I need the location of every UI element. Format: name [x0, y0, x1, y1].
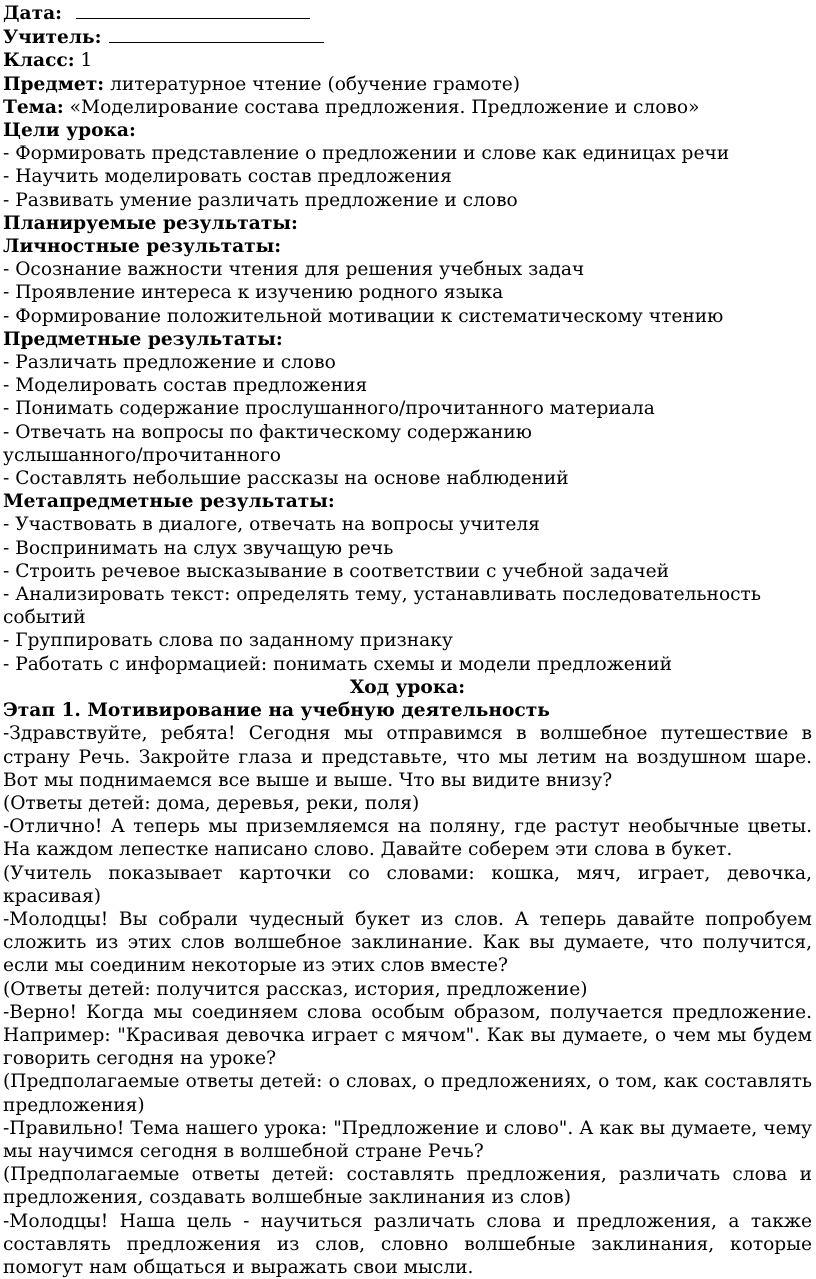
subject-line	[3, 73, 812, 96]
meta-result-item: - Строить речевое высказывание в соответствии с учебной задачей	[3, 560, 670, 582]
meta-results-heading: Метапредметные результаты:	[3, 491, 335, 513]
goal-item: - Развивать умение различать предложение и слово	[3, 189, 518, 211]
teacher-blank	[109, 25, 324, 43]
personal-result-item: - Проявление интереса к изучению родного языка	[3, 282, 504, 304]
meta-result-item: - Группировать слова по заданному признаку	[3, 630, 453, 652]
personal-result-item: - Осознание важности чтения для решения учебных задач	[3, 259, 585, 281]
subject-value: литературное чтение (обучение грамоте)	[110, 73, 520, 95]
class-label: Класс:	[3, 50, 75, 72]
goals-heading: Цели урока:	[3, 120, 136, 142]
topic-value: «Моделирование состава предложения. Предложение и слово»	[69, 96, 700, 118]
lesson-paragraph: -Здравствуйте, ребята! Сегодня мы отправимся в волшебное путешествие в страну Речь. Закройте глаза и представьте, что мы летим на воздушном шаре. Вот мы поднимаемся все выше и выше. Что вы видите внизу?	[3, 723, 812, 791]
lesson-paragraph: (Предполагаемые ответы детей: составлять предложения, различать слова и предложения, создавать волшебные заклинания из слов)	[3, 1164, 812, 1209]
topic-line	[3, 96, 812, 119]
meta-result-item: - Воспринимать на слух звучащую речь	[3, 537, 394, 559]
meta-result-item: - Анализировать текст: определять тему, устанавливать последовательность	[3, 584, 761, 606]
teacher-line	[3, 25, 812, 49]
subject-result-item: - Составлять небольшие рассказы на основе наблюдений	[3, 468, 569, 490]
lesson-paragraph: -Верно! Когда мы соединяем слова особым образом, получается предложение. Например: "Красивая девочка играет с мячом". Как вы думаете, о чем мы будем говорить сегодня на уроке?	[3, 1001, 812, 1070]
subject-result-item: - Понимать содержание прослушанного/прочитанного материала	[3, 398, 655, 420]
meta-result-item: - Участвовать в диалоге, отвечать на вопросы учителя	[3, 514, 540, 536]
date-line	[3, 1, 812, 25]
lesson-paragraph: -Правильно! Тема нашего урока: "Предложение и слово". А как вы думаете, чему мы научимся сегодня в волшебной стране Речь?	[3, 1117, 812, 1162]
lesson-paragraph: -Молодцы! Вы собрали чудесный букет из слов. А теперь давайте попробуем сложить из этих слов волшебное заклинание. Как вы думаете, что получится, если мы соединим некоторые из этих слов вместе?	[3, 908, 812, 977]
subject-result-item: - Отвечать на вопросы по фактическому содержанию	[3, 421, 532, 443]
subject-result-item: - Различать предложение и слово	[3, 352, 336, 374]
date-label: Дата:	[3, 3, 63, 24]
personal-result-item: - Формирование положительной мотивации к систематическому чтению	[3, 305, 724, 327]
lesson-paragraph: (Ответы детей: получится рассказ, история, предложение)	[3, 978, 588, 1000]
date-blank	[76, 1, 310, 19]
topic-label: Тема:	[3, 96, 64, 118]
subject-result-item: - Моделировать состав предложения	[3, 375, 368, 397]
personal-results-heading: Личностные результаты:	[3, 236, 282, 258]
stage-1-heading: Этап 1. Мотивирование на учебную деятельность	[3, 700, 550, 722]
lesson-heading: Ход урока:	[349, 676, 466, 698]
lesson-paragraph: (Предполагаемые ответы детей: о словах, о предложениях, о том, как составлять предложения)	[3, 1071, 812, 1116]
meta-result-item: событий	[3, 607, 86, 629]
subject-result-item: услышанного/прочитанного	[3, 444, 281, 466]
goal-item: - Научить моделировать состав предложения	[3, 166, 452, 188]
lesson-paragraph: -Отлично! А теперь мы приземляемся на поляну, где растут необычные цветы. На каждом лепестке написано слово. Давайте соберем эти слова в букет.	[3, 816, 812, 861]
lesson-paragraph: -Молодцы! Наша цель - научиться различать слова и предложения, а также составлять предложения из слов, словно волшебные заклинания, которые помогут нам общаться и выражать свои мысли.	[3, 1210, 812, 1278]
teacher-label: Учитель:	[3, 27, 102, 49]
lesson-paragraph: (Ответы детей: дома, деревья, реки, поля)	[3, 792, 420, 814]
class-line	[3, 49, 812, 72]
lesson-paragraph: (Учитель показывает карточки со словами: кошка, мяч, играет, девочка, красивая)	[3, 862, 812, 907]
goal-item: - Формировать представление о предложении и слове как единицах речи	[3, 143, 730, 165]
results-heading: Планируемые результаты:	[3, 212, 298, 234]
meta-result-item: - Работать с информацией: понимать схемы и модели предложений	[3, 653, 672, 675]
class-value: 1	[80, 50, 93, 72]
subject-results-heading: Предметные результаты:	[3, 328, 283, 350]
subject-label: Предмет:	[3, 73, 105, 95]
